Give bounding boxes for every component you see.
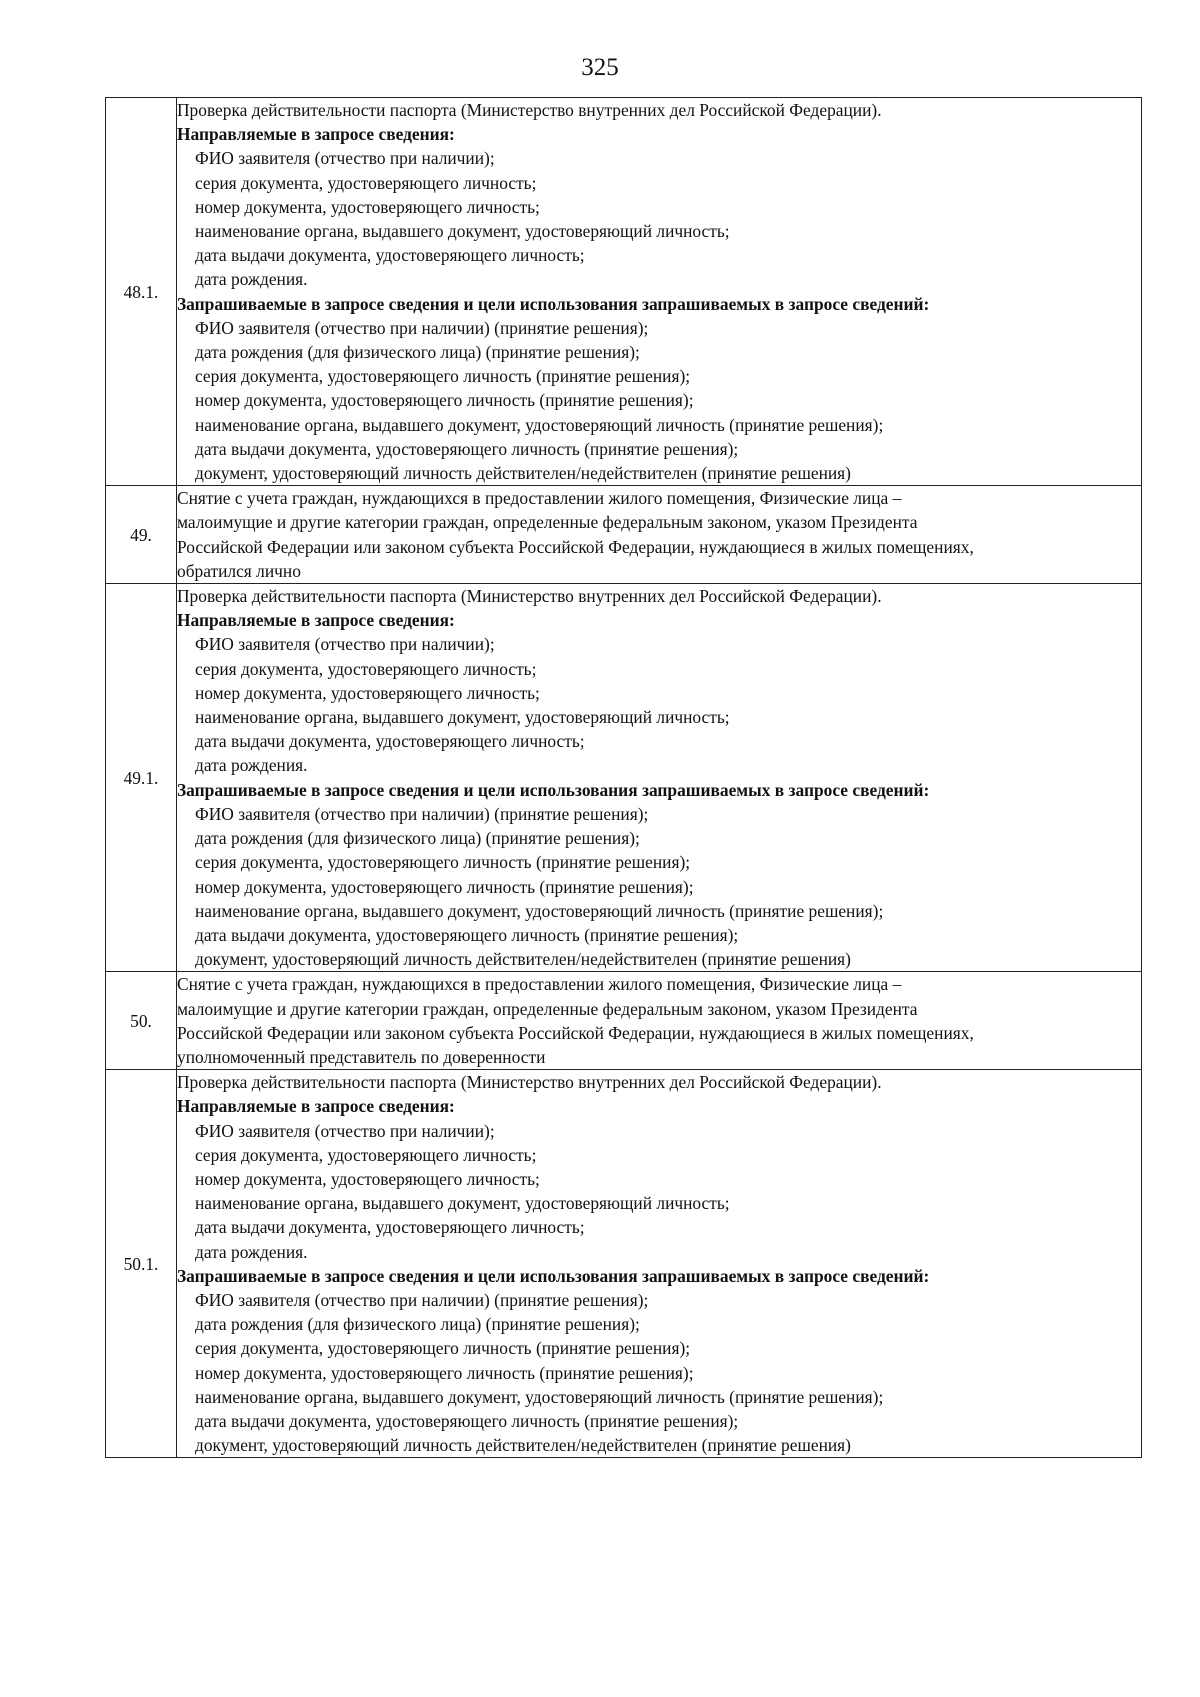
content-line: малоимущие и другие категории граждан, определенные федеральным законом, указом Президента [177, 512, 918, 533]
row-content [177, 1070, 1142, 1458]
content-line: ФИО заявителя (отчество при наличии); [195, 1120, 495, 1141]
content-line: ФИО заявителя (отчество при наличии) (принятие решения); [195, 1289, 649, 1310]
content-line: дата выдачи документа, удостоверяющего личность (принятие решения); [195, 438, 739, 459]
content-line: Российской Федерации или законом субъекта Российской Федерации, нуждающиеся в жилых помещениях, [177, 1022, 974, 1043]
table-body [106, 98, 1142, 1458]
content-line: дата рождения. [195, 1241, 308, 1262]
section-heading: Направляемые в запросе сведения: [177, 124, 455, 145]
content-line: номер документа, удостоверяющего личность (принятие решения); [195, 876, 694, 897]
content-line: дата выдачи документа, удостоверяющего личность; [195, 245, 585, 266]
content-line: серия документа, удостоверяющего личность (принятие решения); [195, 366, 691, 387]
row-number: 49.1. [106, 584, 177, 972]
content-line: уполномоченный представитель по доверенности [177, 1046, 546, 1067]
content-line: малоимущие и другие категории граждан, определенные федеральным законом, указом Президента [177, 998, 918, 1019]
section-heading: Запрашиваемые в запросе сведения и цели использования запрашиваемых в запросе сведений: [177, 293, 930, 314]
content-line: серия документа, удостоверяющего личность; [195, 658, 537, 679]
content-line: дата выдачи документа, удостоверяющего личность (принятие решения); [195, 924, 739, 945]
content-line: номер документа, удостоверяющего личность; [195, 196, 540, 217]
content-line: Проверка действительности паспорта (Министерство внутренних дел Российской Федерации). [177, 586, 882, 607]
content-line: документ, удостоверяющий личность действителен/недействителен (принятие решения) [195, 463, 851, 484]
content-line: ФИО заявителя (отчество при наличии) (принятие решения); [195, 317, 649, 338]
content-line: Снятие с учета граждан, нуждающихся в предоставлении жилого помещения, Физические лица – [177, 974, 902, 995]
content-line: дата рождения. [195, 755, 308, 776]
page-number: 325 [581, 54, 619, 81]
row-content [177, 486, 1142, 584]
row-number: 50.1. [106, 1070, 177, 1458]
content-line: дата рождения (для физического лица) (принятие решения); [195, 828, 640, 849]
row-content [177, 972, 1142, 1070]
content-line: Снятие с учета граждан, нуждающихся в предоставлении жилого помещения, Физические лица – [177, 488, 902, 509]
row-content [177, 98, 1142, 486]
table-row [106, 584, 1142, 972]
content-line: номер документа, удостоверяющего личность (принятие решения); [195, 1362, 694, 1383]
content-line: дата выдачи документа, удостоверяющего личность (принятие решения); [195, 1410, 739, 1431]
table-row [106, 972, 1142, 1070]
content-line: дата выдачи документа, удостоверяющего личность; [195, 1217, 585, 1238]
content-line: наименование органа, выдавшего документ, удостоверяющий личность (принятие решения); [195, 1386, 884, 1407]
content-line: ФИО заявителя (отчество при наличии) (принятие решения); [195, 803, 649, 824]
content-line: Проверка действительности паспорта (Министерство внутренних дел Российской Федерации). [177, 100, 882, 120]
section-heading: Запрашиваемые в запросе сведения и цели использования запрашиваемых в запросе сведений: [177, 779, 930, 800]
content-line: наименование органа, выдавшего документ, удостоверяющий личность (принятие решения); [195, 900, 884, 921]
section-heading: Направляемые в запросе сведения: [177, 610, 455, 631]
content-line: номер документа, удостоверяющего личность; [195, 1168, 540, 1189]
requirements-table [105, 97, 1142, 1458]
content-line: номер документа, удостоверяющего личность (принятие решения); [195, 390, 694, 411]
row-number: 50. [106, 972, 177, 1070]
content-line: дата рождения (для физического лица) (принятие решения); [195, 1314, 640, 1335]
content-line: наименование органа, выдавшего документ, удостоверяющий личность; [195, 707, 730, 728]
section-heading: Направляемые в запросе сведения: [177, 1096, 455, 1117]
content-line: дата рождения. [195, 269, 308, 290]
content-line: серия документа, удостоверяющего личность; [195, 1144, 537, 1165]
content-line: номер документа, удостоверяющего личность; [195, 682, 540, 703]
content-line: ФИО заявителя (отчество при наличии); [195, 148, 495, 169]
row-number: 48.1. [106, 98, 177, 486]
section-heading: Запрашиваемые в запросе сведения и цели использования запрашиваемых в запросе сведений: [177, 1265, 930, 1286]
content-line: обратился лично [177, 560, 301, 581]
content-line: дата рождения (для физического лица) (принятие решения); [195, 342, 640, 363]
content-line: дата выдачи документа, удостоверяющего личность; [195, 731, 585, 752]
row-content [177, 584, 1142, 972]
content-line: Российской Федерации или законом субъекта Российской Федерации, нуждающиеся в жилых помещениях, [177, 536, 974, 557]
table-row [106, 98, 1142, 486]
table-row [106, 486, 1142, 584]
content-line: Проверка действительности паспорта (Министерство внутренних дел Российской Федерации). [177, 1072, 882, 1093]
content-line: серия документа, удостоверяющего личность (принятие решения); [195, 1338, 691, 1359]
table-row [106, 1070, 1142, 1458]
content-line: серия документа, удостоверяющего личность; [195, 172, 537, 193]
content-line: наименование органа, выдавшего документ, удостоверяющий личность; [195, 221, 730, 242]
content-line: серия документа, удостоверяющего личность (принятие решения); [195, 852, 691, 873]
content-line: документ, удостоверяющий личность действителен/недействителен (принятие решения) [195, 1435, 851, 1456]
content-line: наименование органа, выдавшего документ, удостоверяющий личность; [195, 1193, 730, 1214]
content-line: ФИО заявителя (отчество при наличии); [195, 634, 495, 655]
content-line: документ, удостоверяющий личность действителен/недействителен (принятие решения) [195, 949, 851, 970]
row-number: 49. [106, 486, 177, 584]
content-line: наименование органа, выдавшего документ, удостоверяющий личность (принятие решения); [195, 414, 884, 435]
